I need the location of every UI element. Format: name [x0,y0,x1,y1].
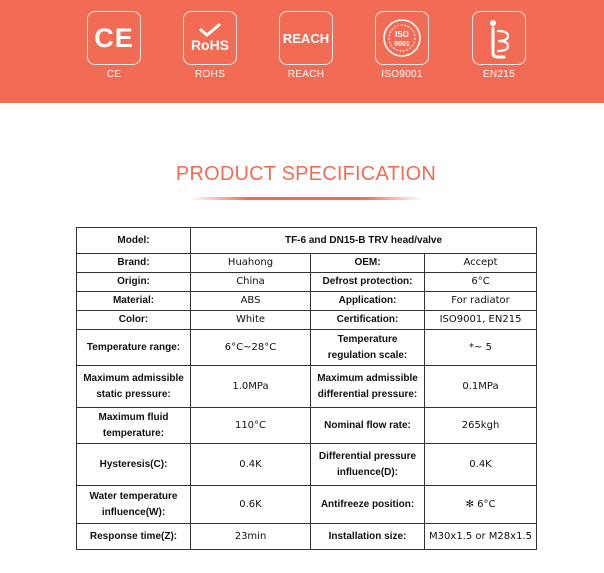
table-row [77,292,537,311]
reach-text: REACH [282,30,330,46]
rohs-check-icon [197,23,223,37]
cert-rohs [180,11,240,80]
table-row [77,486,537,524]
en215-icon [472,11,526,65]
model-label: Model: [77,228,191,254]
table-row [77,254,537,273]
spec-value: 0.4K [425,444,537,486]
spec-value: 0.4K [191,444,311,486]
table-row [77,311,537,330]
spec-label: Origin: [77,273,191,292]
spec-value: 23min [191,524,311,550]
spec-label: Maximum admissible static pressure: [77,366,191,408]
ce-mark-icon [87,11,141,65]
spec-label: Water temperature influence(W): [77,486,191,524]
iso-seal-number: 9001 [394,41,410,48]
en215-mark-graphic [484,17,514,59]
spec-value: ISO9001, EN215 [425,311,537,330]
cert-label-rohs: ROHS [194,69,226,80]
certification-banner [0,0,604,103]
ce-mark-text: CE [94,22,134,53]
cert-reach [276,11,336,80]
spec-value: 6°C~28°C [191,330,311,366]
spec-label: Material: [77,292,191,311]
cert-label-ce: CE [106,69,122,80]
spec-value: 110°C [191,408,311,444]
spec-label: Temperature regulation scale: [311,330,425,366]
spec-label: Maximum fluid temperature: [77,408,191,444]
page-title: PRODUCT SPECIFICATION [175,163,437,185]
spec-value: 0.1MPa [425,366,537,408]
spec-value: M30x1.5 or M28x1.5 [425,524,537,550]
table-row [77,408,537,444]
spec-label: Temperature range: [77,330,191,366]
spec-value: 6°C [425,273,537,292]
table-row [77,366,537,408]
cert-label-en215: EN215 [482,69,516,80]
rohs-icon [183,11,237,65]
spec-label: OEM: [311,254,425,273]
model-value: TF-6 and DN15-B TRV head/valve [191,228,537,254]
spec-value: 1.0MPa [191,366,311,408]
table-row [77,330,537,366]
table-row [77,444,537,486]
rohs-text: RoHS [190,37,230,53]
spec-value: Accept [425,254,537,273]
spec-value: ✻ 6°C [425,486,537,524]
table-row [77,524,537,550]
spec-value: 0.6K [191,486,311,524]
spec-value: 265kgh [425,408,537,444]
table-row-model [77,228,537,254]
cert-iso9001 [372,11,432,80]
spec-label: Differential pressure influence(D): [311,444,425,486]
spec-value: Huahong [191,254,311,273]
spec-value: ABS [191,292,311,311]
spec-label: Maximum admissible differential pressure: [311,366,425,408]
cert-label-reach: REACH [287,69,325,80]
iso-seal-graphic [382,18,422,58]
spec-value: China [191,273,311,292]
spec-label: Defrost protection: [311,273,425,292]
cert-en215 [469,11,529,80]
spec-label: Color: [77,311,191,330]
spec-table [76,227,537,550]
spec-label: Installation size: [311,524,425,550]
cert-ce [84,11,144,80]
reach-icon [279,11,333,65]
spec-value: White [191,311,311,330]
iso9001-seal-icon [375,11,429,65]
cert-label-iso9001: ISO9001 [381,69,423,80]
spec-label: Certification: [311,311,425,330]
table-row [77,273,537,292]
spec-value: For radiator [425,292,537,311]
spec-label: Nominal flow rate: [311,408,425,444]
spec-label: Hysteresis(C): [77,444,191,486]
spec-value: *~ 5 [425,330,537,366]
spec-label: Antifreeze position: [311,486,425,524]
iso-seal-text: ISO [395,30,409,39]
spec-label: Brand: [77,254,191,273]
spec-label: Response time(Z): [77,524,191,550]
title-underline [190,197,422,200]
spec-label: Application: [311,292,425,311]
